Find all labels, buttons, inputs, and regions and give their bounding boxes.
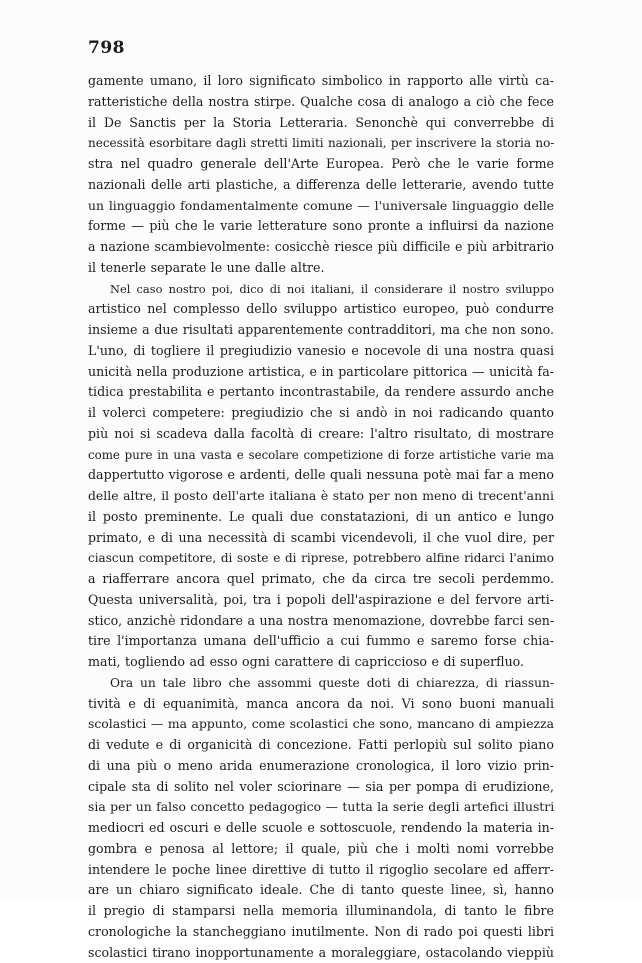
text-line: a riafferrare ancora quel primato, che da circa tre secoli perdemmo.: [88, 569, 554, 590]
text-line: tidica prestabilita e pertanto incontrastabile, da rendere assurdo anche: [88, 382, 554, 403]
text-line: nazionali delle arti plastiche, a differenza delle letterarie, avendo tutte: [88, 175, 554, 196]
text-line: più noi si scadeva dalla facoltà di creare: l'altro risultato, di mostrare: [88, 424, 554, 445]
text-line: are un chiaro significato ideale. Che di tanto queste linee, sì, hanno: [88, 880, 554, 901]
text-line: cronologiche la stancheggiano inutilmente. Non di rado poi questi libri: [88, 922, 554, 943]
body-text: [88, 71, 554, 963]
text-line: come pure in una vasta e secolare competizione di forze artistiche varie ma: [88, 445, 554, 466]
text-line: di vedute e di organicità di concezione. Fatti perlopiù sul solito piano: [88, 735, 554, 756]
text-line: cipale sta di solito nel voler sciorinare — sia per pompa di erudizione,: [88, 777, 554, 798]
text-line: scolastici — ma appunto, come scolastici che sono, mancano di ampiezza: [88, 714, 554, 735]
text-line: gombra e penosa al lettore; il quale, più che i molti nomi vorrebbe: [88, 839, 554, 860]
text-line: il De Sanctis per la Storia Letteraria. Senonchè qui converrebbe di: [88, 113, 554, 134]
text-line: un linguaggio fondamentalmente comune — l'universale linguaggio delle: [88, 196, 554, 217]
text-line: a nazione scambievolmente: cosicchè riesce più difficile e più arbitrario: [88, 237, 554, 258]
text-line: dappertutto vigorose e ardenti, delle quali nessuna potè mai far a meno: [88, 465, 554, 486]
text-line: insieme a due risultati apparentemente contradditori, ma che non sono.: [88, 320, 554, 341]
text-line: forme — più che le varie letterature sono pronte a influirsi da nazione: [88, 216, 554, 237]
text-line: primato, e di una necessità di scambi vicendevoli, il che vuol dire, per: [88, 528, 554, 549]
text-line: artistico nel complesso dello sviluppo artistico europeo, può condurre: [88, 299, 554, 320]
text-line: gamente umano, il loro significato simbolico in rapporto alle virtù ca-: [88, 71, 554, 92]
text-line: scolastici tirano inopportunamente a moraleggiare, ostacolando vieppiù: [88, 943, 554, 963]
text-line: necessità esorbitare dagli stretti limiti nazionali, per inscrivere la storia no-: [88, 133, 554, 154]
text-line: il tenerle separate le une dalle altre.: [88, 258, 554, 279]
text-line: il pregio di stamparsi nella memoria illuminandola, di tanto le fibre: [88, 901, 554, 922]
text-line: stra nel quadro generale dell'Arte Europea. Però che le varie forme: [88, 154, 554, 175]
text-line: tività e di equanimità, manca ancora da noi. Vi sono buoni manuali: [88, 694, 554, 715]
text-line: sia per un falso concetto pedagogico — tutta la serie degli artefici illustri: [88, 797, 554, 818]
page-number: 798: [88, 38, 125, 58]
text-line: ratteristiche della nostra stirpe. Qualche cosa di analogo a ciò che fece: [88, 92, 554, 113]
text-line: ciascun competitore, di soste e di riprese, potrebbero alfine ridarci l'animo: [88, 548, 554, 569]
text-line: Nel caso nostro poi, dico di noi italiani, il considerare il nostro sviluppo: [88, 279, 554, 300]
text-line: il volerci competere: pregiudizio che si andò in noi radicando quanto: [88, 403, 554, 424]
text-line: intendere le poche linee direttive di tutto il rigoglio secolare ed afferr-: [88, 860, 554, 881]
text-line: Ora un tale libro che assommi queste doti di chiarezza, di riassun-: [88, 673, 554, 694]
text-line: Questa universalità, poi, tra i popoli dell'aspirazione e del fervore arti-: [88, 590, 554, 611]
text-line: stico, anzichè ridondare a una nostra menomazione, dovrebbe farci sen-: [88, 611, 554, 632]
text-line: il posto preminente. Le quali due constatazioni, di un antico e lungo: [88, 507, 554, 528]
text-line: tire l'importanza umana dell'ufficio a cui fummo e saremo forse chia-: [88, 631, 554, 652]
text-line: mati, togliendo ad esso ogni carattere di capriccioso e di superfluo.: [88, 652, 554, 673]
text-line: delle altre, il posto dell'arte italiana è stato per non meno di trecent'anni: [88, 486, 554, 507]
text-line: unicità nella produzione artistica, e in particolare pittorica — unicità fa-: [88, 362, 554, 383]
text-line: mediocri ed oscuri e delle scuole e sottoscuole, rendendo la materia in-: [88, 818, 554, 839]
text-line: di una più o meno arida enumerazione cronologica, il loro vizio prin-: [88, 756, 554, 777]
text-line: L'uno, di togliere il pregiudizio vanesio e nocevole di una nostra quasi: [88, 341, 554, 362]
